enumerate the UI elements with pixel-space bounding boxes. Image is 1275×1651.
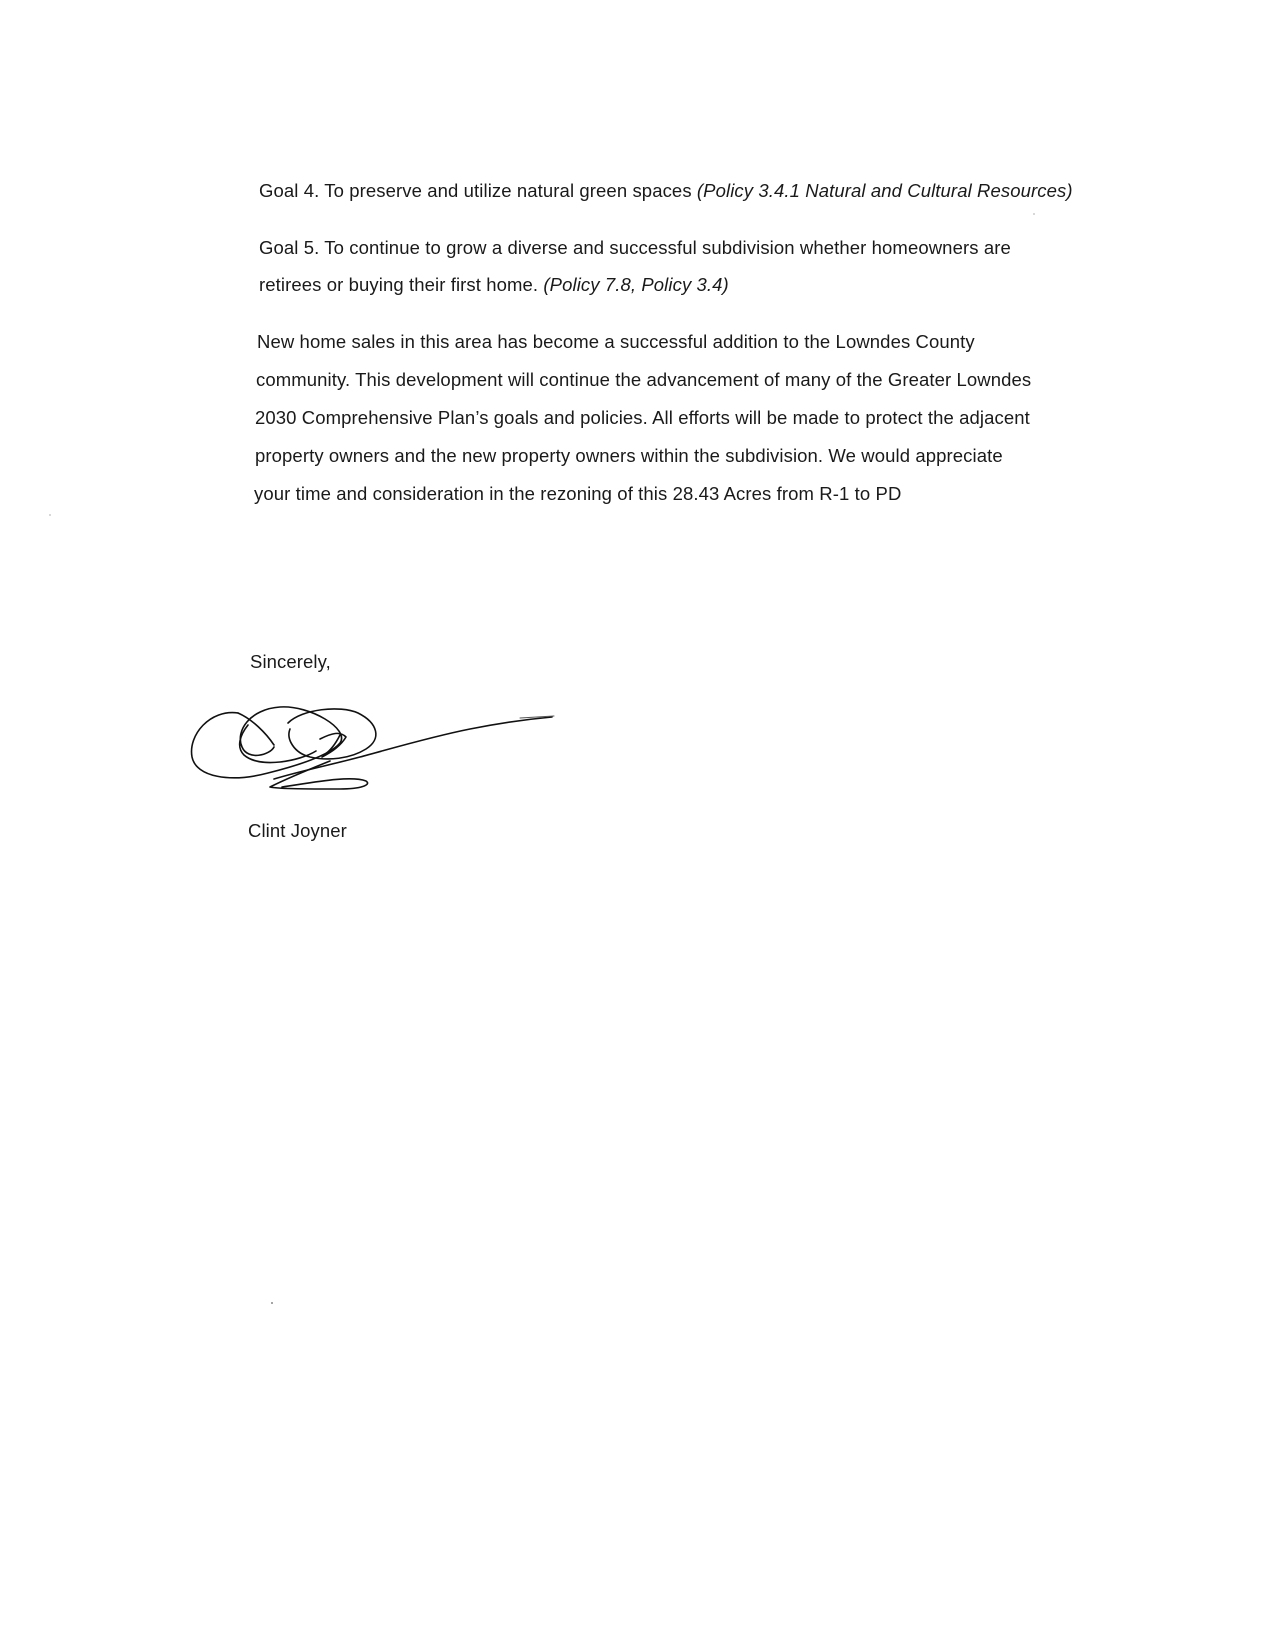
goal-4-text: Goal 4. To preserve and utilize natural green spaces [259,180,697,201]
goal-5-text: retirees or buying their first home. [259,274,544,295]
closing-paragraph-line-3: 2030 Comprehensive Plan’s goals and policies. All efforts will be made to protect the adjacent [255,407,1030,428]
closing-paragraph-line-2: community. This development will continue the advancement of many of the Greater Lowndes [256,369,1032,390]
scan-speck [271,1302,273,1304]
goal-5-citation: (Policy 7.8, Policy 3.4) [543,274,729,295]
signer-name: Clint Joyner [248,820,347,841]
closing-paragraph-line-5: your time and consideration in the rezoning of this 28.43 Acres from R-1 to PD [254,483,902,504]
closing-paragraph-line-1: New home sales in this area has become a successful addition to the Lowndes County [257,331,975,352]
scan-speck [49,514,51,516]
scan-speck [1033,213,1035,215]
handwritten-signature [190,695,570,810]
goal-5-line-2 [259,274,729,296]
goal-5-line-1: Goal 5. To continue to grow a diverse and successful subdivision whether homeowners are [259,237,1011,258]
goal-4-citation: (Policy 3.4.1 Natural and Cultural Resources) [696,180,1073,201]
goal-4-line [259,180,1073,202]
closing-paragraph-line-4: property owners and the new property owners within the subdivision. We would appreciate [255,445,1003,466]
salutation: Sincerely, [250,651,331,672]
